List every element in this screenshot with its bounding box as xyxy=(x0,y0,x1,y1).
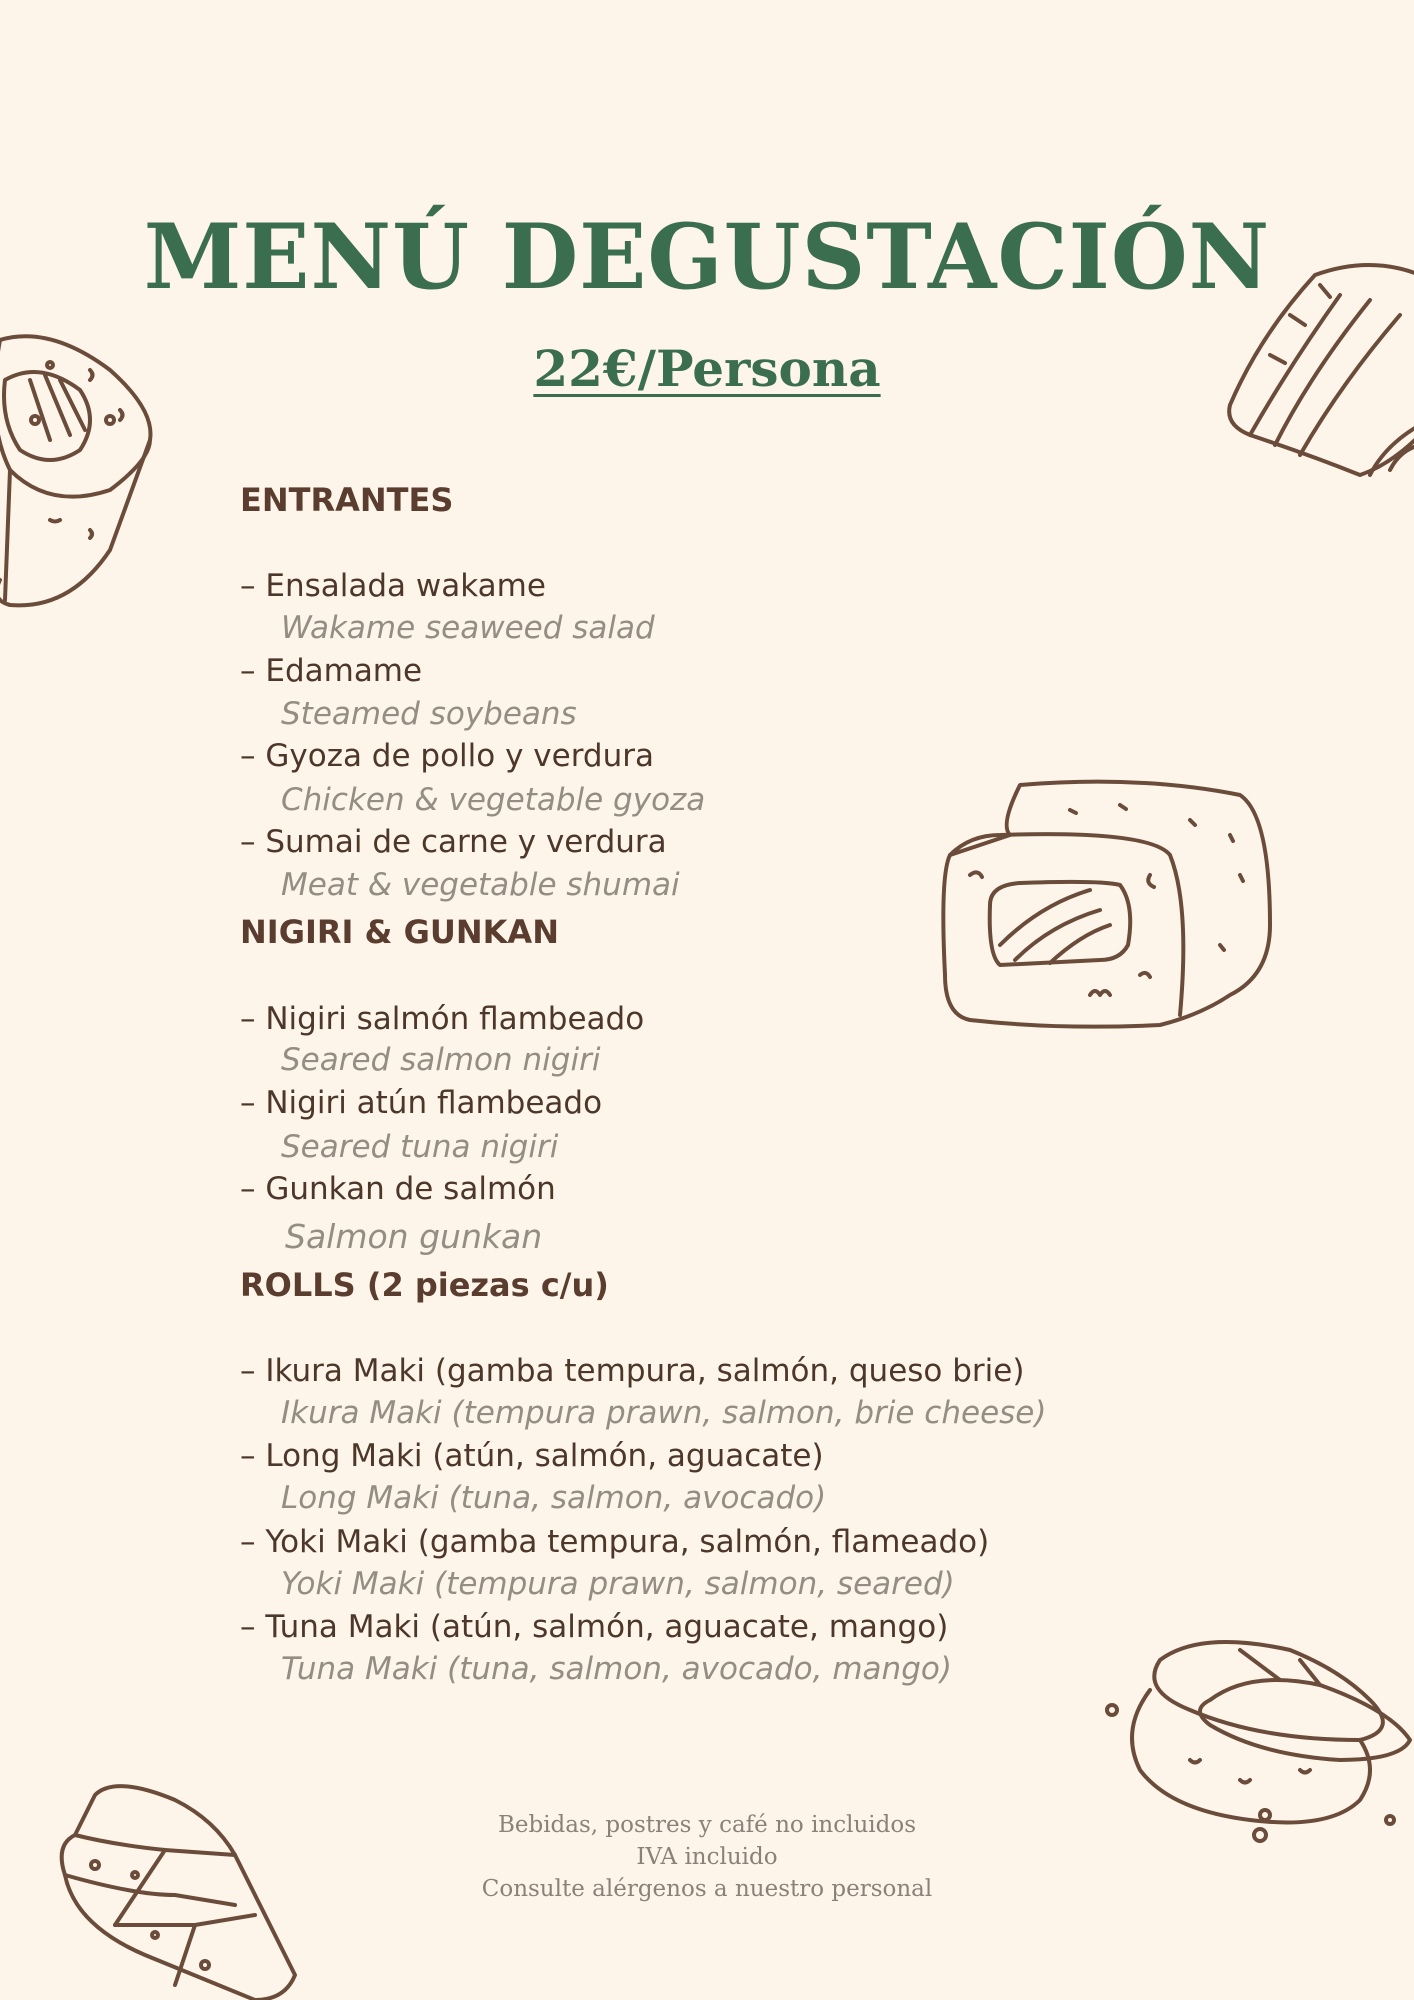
section-heading-nigiri: NIGIRI & GUNKAN xyxy=(240,913,559,951)
menu-item-translation: Ikura Maki (tempura prawn, salmon, brie cheese) xyxy=(281,1395,1047,1431)
menu-item-translation: Steamed soybeans xyxy=(281,696,577,732)
menu-item-translation: Wakame seaweed salad xyxy=(281,610,655,646)
menu-item-translation: Meat & vegetable shumai xyxy=(281,867,680,903)
menu-item: – Tuna Maki (atún, salmón, aguacate, mango) xyxy=(240,1609,949,1645)
menu-item: – Yoki Maki (gamba tempura, salmón, flameado) xyxy=(240,1524,990,1560)
menu-item: – Gunkan de salmón xyxy=(240,1171,556,1207)
menu-item-translation: Yoki Maki (tempura prawn, salmon, seared) xyxy=(281,1566,955,1602)
menu-item: – Nigiri salmón flambeado xyxy=(240,1001,645,1037)
footer-note: Bebidas, postres y café no incluidos xyxy=(497,1812,917,1838)
sushi-roll-icon xyxy=(0,320,170,620)
menu-item-translation: Seared salmon nigiri xyxy=(281,1042,601,1078)
menu-item: – Gyoza de pollo y verdura xyxy=(240,738,654,774)
menu-item: – Nigiri atún flambeado xyxy=(240,1085,603,1121)
menu-item: – Sumai de carne y verdura xyxy=(240,824,667,860)
footer-note: IVA incluido xyxy=(636,1844,778,1870)
price-text: 22€/Persona xyxy=(533,339,881,398)
nigiri-icon xyxy=(1220,255,1414,485)
page-title: MENÚ DEGUSTACIÓN xyxy=(143,204,1271,310)
menu-item: – Ensalada wakame xyxy=(240,568,546,604)
section-heading-rolls: ROLLS (2 piezas c/u) xyxy=(240,1266,609,1304)
price-per-person xyxy=(0,339,1414,398)
menu-item-translation: Long Maki (tuna, salmon, avocado) xyxy=(281,1480,827,1516)
menu-item: – Edamame xyxy=(240,653,423,689)
menu-item: – Long Maki (atún, salmón, aguacate) xyxy=(240,1438,824,1474)
menu-item-translation: Seared tuna nigiri xyxy=(281,1129,559,1165)
sushi-pair-icon xyxy=(1100,1630,1414,1850)
menu-item: – Ikura Maki (gamba tempura, salmón, queso brie) xyxy=(240,1353,1025,1389)
sashimi-icon xyxy=(55,1775,305,2000)
menu-item-translation: Salmon gunkan xyxy=(285,1217,543,1256)
maki-roll-icon xyxy=(940,775,1275,1035)
footer-note: Consulte alérgenos a nuestro personal xyxy=(481,1876,933,1902)
menu-item-translation: Tuna Maki (tuna, salmon, avocado, mango) xyxy=(281,1651,952,1687)
menu-item-translation: Chicken & vegetable gyoza xyxy=(281,782,706,818)
section-heading-entrantes: ENTRANTES xyxy=(240,481,454,519)
